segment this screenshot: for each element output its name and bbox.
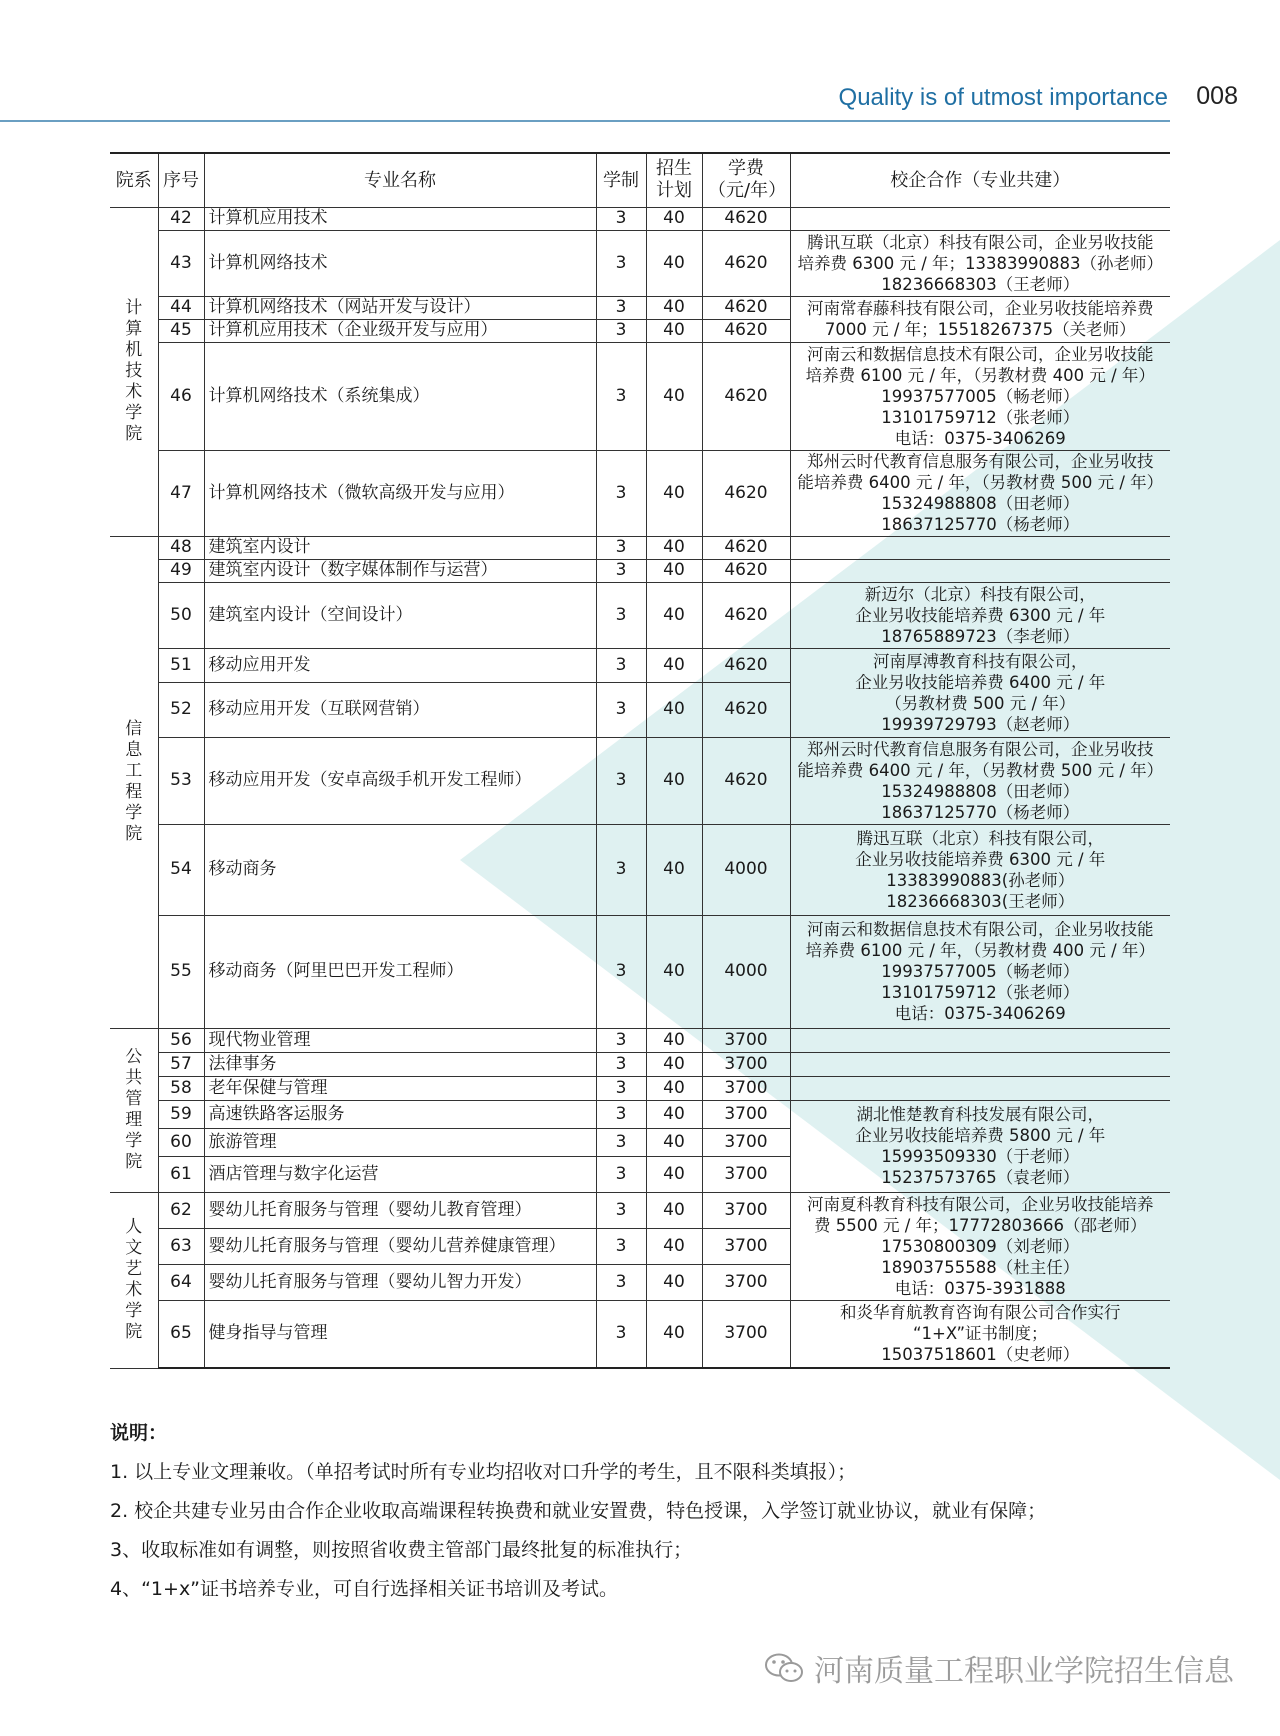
cell-years: 3 [596, 1052, 646, 1076]
cell-years: 3 [596, 1264, 646, 1300]
header-tagline: Quality is of utmost importance [838, 84, 1168, 111]
table-row [110, 737, 1170, 824]
cell-years: 3 [596, 1228, 646, 1264]
cell-years: 3 [596, 1100, 646, 1128]
cell-major: 酒店管理与数字化运营 [204, 1156, 596, 1192]
cell-seq: 64 [158, 1264, 204, 1300]
cell-years: 3 [596, 1192, 646, 1228]
dept-cell: 公共管理学院 [110, 1028, 158, 1192]
cell-major: 健身指导与管理 [204, 1300, 596, 1368]
cell-fee: 4620 [702, 450, 790, 536]
table-row [110, 450, 1170, 536]
cell-major: 计算机网络技术（网站开发与设计） [204, 296, 596, 319]
table-row [110, 1192, 1170, 1228]
cell-fee: 4620 [702, 319, 790, 342]
table-row [110, 536, 1170, 559]
cell-years: 3 [596, 559, 646, 582]
cell-major: 高速铁路客运服务 [204, 1100, 596, 1128]
cell-fee: 4000 [702, 915, 790, 1028]
note-item: 3、收取标准如有调整，则按照省收费主管部门最终批复的标准执行； [110, 1539, 693, 1561]
cell-seq: 46 [158, 342, 204, 450]
cell-seq: 49 [158, 559, 204, 582]
cell-plan: 40 [646, 1128, 702, 1156]
cell-major: 计算机网络技术 [204, 230, 596, 296]
cell-plan: 40 [646, 207, 702, 230]
header-fee: 学费（元/年） [702, 153, 790, 207]
cell-seq: 45 [158, 319, 204, 342]
cell-coop: 和炎华育航教育咨询有限公司合作实行 “1+X”证书制度； 15037518601（史老师） [790, 1300, 1170, 1368]
table-row [110, 1300, 1170, 1368]
table-row [110, 582, 1170, 648]
cell-seq: 63 [158, 1228, 204, 1264]
cell-years: 3 [596, 536, 646, 559]
cell-major: 计算机应用技术（企业级开发与应用） [204, 319, 596, 342]
cell-years: 3 [596, 1076, 646, 1100]
cell-plan: 40 [646, 536, 702, 559]
cell-major: 现代物业管理 [204, 1028, 596, 1052]
watermark [764, 1646, 1234, 1690]
cell-coop: 郑州云时代教育信息服务有限公司，企业另收技 能培养费 6400 元 / 年，（另教材费 500 元 / 年） 15324988808（田老师） 18637125770（杨老师） [790, 450, 1170, 536]
cell-plan: 40 [646, 582, 702, 648]
cell-plan: 40 [646, 1028, 702, 1052]
table-row [110, 296, 1170, 319]
cell-coop: 腾迅互联（北京）科技有限公司， 企业另收技能培养费 6300 元 / 年 13383990883(孙老师） 18236668303(王老师） [790, 824, 1170, 915]
cell-major: 计算机网络技术（微软高级开发与应用） [204, 450, 596, 536]
cell-seq: 56 [158, 1028, 204, 1052]
cell-fee: 3700 [702, 1300, 790, 1368]
cell-seq: 55 [158, 915, 204, 1028]
cell-major: 移动商务 [204, 824, 596, 915]
header-coop: 校企合作（专业共建） [790, 153, 1170, 207]
cell-years: 3 [596, 342, 646, 450]
cell-plan: 40 [646, 1192, 702, 1228]
cell-plan: 40 [646, 1100, 702, 1128]
cell-major: 移动应用开发（互联网营销） [204, 682, 596, 737]
table-row [110, 559, 1170, 582]
cell-major: 旅游管理 [204, 1128, 596, 1156]
cell-coop: 郑州云时代教育信息服务有限公司，企业另收技 能培养费 6400 元 / 年，（另教材费 500 元 / 年） 15324988808（田老师） 18637125770（杨老师） [790, 737, 1170, 824]
cell-fee: 4620 [702, 648, 790, 682]
table-header-row [110, 153, 1170, 207]
cell-fee: 4620 [702, 207, 790, 230]
cell-seq: 50 [158, 582, 204, 648]
cell-years: 3 [596, 230, 646, 296]
cell-seq: 54 [158, 824, 204, 915]
cell-plan: 40 [646, 915, 702, 1028]
cell-fee: 3700 [702, 1264, 790, 1300]
cell-seq: 61 [158, 1156, 204, 1192]
cell-plan: 40 [646, 1052, 702, 1076]
cell-seq: 57 [158, 1052, 204, 1076]
table-row [110, 824, 1170, 915]
cell-major: 老年保健与管理 [204, 1076, 596, 1100]
cell-coop: 河南云和数据信息技术有限公司，企业另收技能 培养费 6100 元 / 年，（另教材费 400 元 / 年） 19937577005（畅老师） 13101759712（张老师） 电话：0375-3406269 [790, 915, 1170, 1028]
cell-years: 3 [596, 824, 646, 915]
cell-coop-empty [790, 559, 1170, 582]
notes-section [110, 1418, 1170, 1615]
cell-seq: 44 [158, 296, 204, 319]
cell-fee: 3700 [702, 1100, 790, 1128]
header-seq: 序号 [158, 153, 204, 207]
header-years: 学制 [596, 153, 646, 207]
cell-major: 婴幼儿托育服务与管理（婴幼儿智力开发） [204, 1264, 596, 1300]
cell-years: 3 [596, 296, 646, 319]
cell-fee: 3700 [702, 1192, 790, 1228]
cell-plan: 40 [646, 824, 702, 915]
cell-major: 计算机网络技术（系统集成） [204, 342, 596, 450]
cell-major: 移动应用开发 [204, 648, 596, 682]
table-row [110, 1052, 1170, 1076]
cell-major: 移动应用开发（安卓高级手机开发工程师） [204, 737, 596, 824]
cell-years: 3 [596, 207, 646, 230]
cell-years: 3 [596, 648, 646, 682]
cell-coop: 河南夏科教育科技有限公司，企业另收技能培养 费 5500 元 / 年；17772803666（邵老师） 17530800309（刘老师） 18903755588（杜主任） 电话：0375-3931888 [790, 1192, 1170, 1300]
cell-fee: 4620 [702, 682, 790, 737]
cell-fee: 3700 [702, 1028, 790, 1052]
cell-plan: 40 [646, 682, 702, 737]
wechat-icon [764, 1652, 804, 1684]
cell-coop-empty [790, 1052, 1170, 1076]
header-divider [0, 120, 1170, 122]
cell-major: 法律事务 [204, 1052, 596, 1076]
page-number: 008 [1196, 82, 1238, 110]
cell-seq: 60 [158, 1128, 204, 1156]
cell-fee: 3700 [702, 1128, 790, 1156]
table-row [110, 230, 1170, 296]
cell-fee: 4620 [702, 296, 790, 319]
cell-coop: 河南常春藤科技有限公司，企业另收技能培养费 7000 元 / 年；15518267375（关老师） [790, 296, 1170, 342]
cell-seq: 43 [158, 230, 204, 296]
cell-plan: 40 [646, 737, 702, 824]
cell-major: 婴幼儿托育服务与管理（婴幼儿营养健康管理） [204, 1228, 596, 1264]
cell-seq: 47 [158, 450, 204, 536]
cell-seq: 51 [158, 648, 204, 682]
cell-fee: 3700 [702, 1076, 790, 1100]
header-major: 专业名称 [204, 153, 596, 207]
cell-fee: 3700 [702, 1228, 790, 1264]
cell-fee: 4620 [702, 536, 790, 559]
cell-major: 计算机应用技术 [204, 207, 596, 230]
cell-coop-empty [790, 536, 1170, 559]
cell-coop-empty [790, 207, 1170, 230]
table-row [110, 648, 1170, 682]
cell-years: 3 [596, 1128, 646, 1156]
table-row [110, 207, 1170, 230]
cell-plan: 40 [646, 1228, 702, 1264]
cell-plan: 40 [646, 450, 702, 536]
cell-seq: 58 [158, 1076, 204, 1100]
cell-major: 建筑室内设计（空间设计） [204, 582, 596, 648]
cell-coop: 腾讯互联（北京）科技有限公司，企业另收技能 培养费 6300 元 / 年；13383990883（孙老师） 18236668303（王老师） [790, 230, 1170, 296]
cell-years: 3 [596, 1028, 646, 1052]
cell-seq: 59 [158, 1100, 204, 1128]
table-row [110, 1100, 1170, 1128]
cell-coop-empty [790, 1028, 1170, 1052]
watermark-text: 河南质量工程职业学院招生信息 [814, 1654, 1234, 1689]
cell-fee: 3700 [702, 1156, 790, 1192]
cell-coop: 河南云和数据信息技术有限公司，企业另收技能 培养费 6100 元 / 年，（另教材费 400 元 / 年） 19937577005（畅老师） 13101759712（张老师） 电话：0375-3406269 [790, 342, 1170, 450]
notes-title: 说明： [110, 1422, 168, 1444]
cell-plan: 40 [646, 1264, 702, 1300]
page-header [0, 78, 1280, 126]
cell-seq: 53 [158, 737, 204, 824]
table-row [110, 915, 1170, 1028]
dept-cell: 人文艺术学院 [110, 1192, 158, 1368]
cell-seq: 42 [158, 207, 204, 230]
cell-years: 3 [596, 682, 646, 737]
cell-major: 建筑室内设计（数字媒体制作与运营） [204, 559, 596, 582]
note-item: 2. 校企共建专业另由合作企业收取高端课程转换费和就业安置费，特色授课，入学签订就业协议，就业有保障； [110, 1500, 1047, 1522]
majors-table [110, 152, 1170, 1369]
cell-plan: 40 [646, 648, 702, 682]
cell-plan: 40 [646, 296, 702, 319]
note-item: 4、“1+x”证书培养专业，可自行选择相关证书培训及考试。 [110, 1578, 619, 1600]
cell-plan: 40 [646, 1076, 702, 1100]
cell-years: 3 [596, 1156, 646, 1192]
cell-fee: 4620 [702, 737, 790, 824]
cell-plan: 40 [646, 342, 702, 450]
cell-plan: 40 [646, 230, 702, 296]
cell-plan: 40 [646, 319, 702, 342]
cell-coop: 河南厚溥教育科技有限公司， 企业另收技能培养费 6400 元 / 年 （另教材费 500 元 / 年） 19939729793（赵老师） [790, 648, 1170, 737]
cell-major: 建筑室内设计 [204, 536, 596, 559]
cell-seq: 65 [158, 1300, 204, 1368]
header-plan: 招生计划 [646, 153, 702, 207]
cell-fee: 4620 [702, 582, 790, 648]
table-row [110, 1076, 1170, 1100]
cell-plan: 40 [646, 559, 702, 582]
cell-seq: 52 [158, 682, 204, 737]
table-row [110, 342, 1170, 450]
cell-years: 3 [596, 737, 646, 824]
cell-years: 3 [596, 319, 646, 342]
cell-fee: 4620 [702, 559, 790, 582]
cell-years: 3 [596, 1300, 646, 1368]
cell-major: 移动商务（阿里巴巴开发工程师） [204, 915, 596, 1028]
note-item: 1. 以上专业文理兼收。（单招考试时所有专业均招收对口升学的考生，且不限科类填报）； [110, 1461, 857, 1483]
cell-plan: 40 [646, 1156, 702, 1192]
cell-coop-empty [790, 1076, 1170, 1100]
dept-cell: 信息工程学院 [110, 536, 158, 1028]
cell-fee: 4620 [702, 342, 790, 450]
cell-fee: 3700 [702, 1052, 790, 1076]
cell-years: 3 [596, 915, 646, 1028]
dept-cell: 计算机技术学院 [110, 207, 158, 536]
cell-major: 婴幼儿托育服务与管理（婴幼儿教育管理） [204, 1192, 596, 1228]
cell-coop: 新迈尔（北京）科技有限公司， 企业另收技能培养费 6300 元 / 年 18765889723（李老师） [790, 582, 1170, 648]
table-row [110, 1028, 1170, 1052]
header-dept: 院系 [110, 153, 158, 207]
cell-coop: 湖北惟楚教育科技发展有限公司， 企业另收技能培养费 5800 元 / 年 15993509330（于老师） 15237573765（袁老师） [790, 1100, 1170, 1192]
cell-fee: 4620 [702, 230, 790, 296]
cell-years: 3 [596, 582, 646, 648]
cell-fee: 4000 [702, 824, 790, 915]
cell-seq: 62 [158, 1192, 204, 1228]
cell-seq: 48 [158, 536, 204, 559]
cell-plan: 40 [646, 1300, 702, 1368]
cell-years: 3 [596, 450, 646, 536]
